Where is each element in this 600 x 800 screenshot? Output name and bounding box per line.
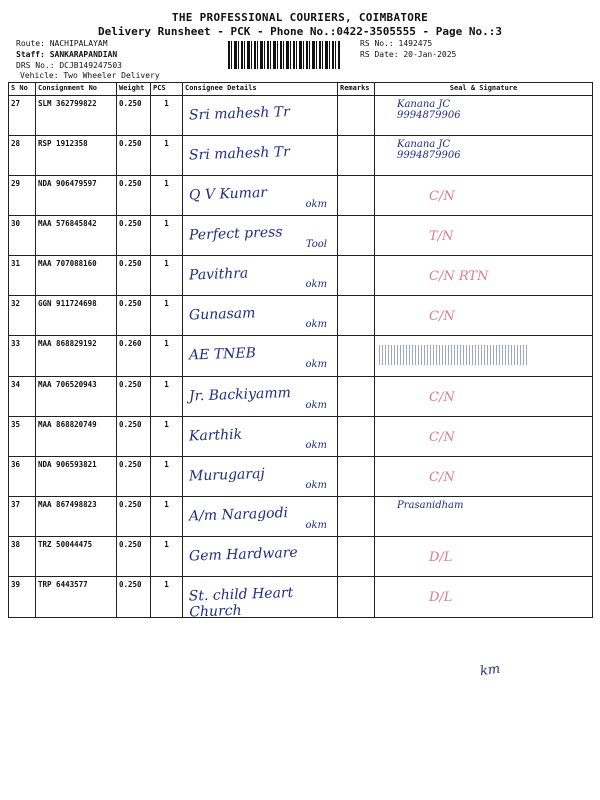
row-signature [375, 377, 593, 417]
row-remarks [338, 497, 375, 537]
consignee-note: Tool [305, 239, 327, 250]
row-pcs: 1 [151, 96, 183, 136]
row-consignment-no: MAA 868820749 [36, 417, 117, 457]
drs-label: DRS No.: DCJB149247503 [16, 61, 122, 70]
col-header-signature: Seal & Signature [375, 83, 593, 96]
row-remarks [338, 256, 375, 296]
table-header-row [9, 83, 593, 96]
delivery-mark: D/L [429, 550, 453, 565]
row-weight: 0.260 [117, 336, 151, 377]
table-row [9, 336, 593, 377]
row-consignment-no: SLM 362799822 [36, 96, 117, 136]
consignee-note: okm [305, 359, 327, 370]
row-weight: 0.250 [117, 216, 151, 256]
delivery-mark: C/N [429, 309, 455, 324]
row-weight: 0.250 [117, 256, 151, 296]
row-signature [375, 577, 593, 618]
row-pcs: 1 [151, 136, 183, 176]
barcode [228, 41, 340, 69]
row-remarks [338, 417, 375, 457]
row-pcs: 1 [151, 377, 183, 417]
row-weight: 0.250 [117, 136, 151, 176]
route-label: Route: NACHIPALAYAM [16, 39, 108, 48]
row-consignment-no: NDA 906593821 [36, 457, 117, 497]
row-pcs: 1 [151, 336, 183, 377]
row-consignee [183, 216, 338, 256]
row-consignment-no: MAA 868829192 [36, 336, 117, 377]
row-consignee [183, 577, 338, 621]
row-consignment-no: MAA 576845842 [36, 216, 117, 256]
runsheet-table [8, 82, 593, 621]
row-consignment-no: TRP 6443577 [36, 577, 117, 618]
row-sno: 30 [9, 216, 36, 256]
row-remarks [338, 296, 375, 336]
consignee-note: okm [305, 400, 327, 411]
row-consignee [183, 377, 338, 417]
row-sno: 33 [9, 336, 36, 377]
row-pcs: 1 [151, 176, 183, 216]
row-sno: 38 [9, 537, 36, 577]
row-pcs: 1 [151, 256, 183, 296]
col-header-consignment: Consignment No [36, 83, 117, 96]
signature-phone: 9994879906 [397, 110, 461, 121]
row-signature [375, 497, 593, 537]
row-signature [375, 216, 593, 256]
consignee-note: okm [305, 440, 327, 451]
row-signature [375, 457, 593, 497]
row-weight: 0.250 [117, 577, 151, 618]
row-weight: 0.250 [117, 537, 151, 577]
row-consignee [183, 497, 338, 537]
row-signature [375, 256, 593, 296]
table-row [9, 377, 593, 417]
row-pcs: 1 [151, 497, 183, 537]
row-consignment-no: NDA 906479597 [36, 176, 117, 216]
signature-name: Kanana JC [397, 99, 451, 110]
footer-initials: km [479, 661, 502, 680]
runsheet-subtitle: Delivery Runsheet - PCK - Phone No.:0422-3505555 - Page No.:3 [98, 25, 502, 38]
col-header-sno: S No [9, 83, 36, 96]
row-remarks [338, 176, 375, 216]
vehicle-label: Vehicle: Two Wheeler Delivery [20, 71, 160, 80]
table-row [9, 256, 593, 296]
seal-stamp [379, 345, 529, 365]
signature-name: Prasanidham [397, 500, 464, 511]
row-pcs: 1 [151, 216, 183, 256]
row-pcs: 1 [151, 296, 183, 336]
row-remarks [338, 577, 375, 618]
consignee-note: okm [305, 199, 327, 210]
row-weight: 0.250 [117, 377, 151, 417]
table-row [9, 136, 593, 176]
consignee-handwriting: Gem Hardware [188, 544, 298, 565]
row-signature [375, 176, 593, 216]
rs-date: RS Date: 20-Jan-2025 [360, 50, 457, 59]
table-row [9, 296, 593, 336]
row-signature [375, 96, 593, 136]
row-signature [375, 336, 593, 377]
row-remarks [338, 457, 375, 497]
consignee-handwriting: Pavithra [188, 265, 249, 284]
delivery-mark: T/N [429, 229, 454, 244]
row-remarks [338, 136, 375, 176]
col-header-consignee: Consignee Details [183, 83, 338, 96]
row-consignment-no: RSP 1912358 [36, 136, 117, 176]
row-sno: 37 [9, 497, 36, 537]
table-row [9, 457, 593, 497]
row-signature [375, 296, 593, 336]
row-consignment-no: MAA 707088160 [36, 256, 117, 296]
delivery-mark: C/N RTN [429, 269, 489, 284]
consignee-handwriting: Murugaraj [188, 465, 266, 485]
row-consignee [183, 136, 338, 176]
row-pcs: 1 [151, 457, 183, 497]
col-header-weight: Weight [117, 83, 151, 96]
consignee-handwriting: Sri mahesh Tr [188, 144, 291, 164]
table-row [9, 537, 593, 577]
row-sno: 36 [9, 457, 36, 497]
consignee-handwriting: St. child Heart Church [188, 584, 294, 621]
delivery-mark: C/N [429, 189, 455, 204]
row-weight: 0.250 [117, 417, 151, 457]
col-header-remarks: Remarks [338, 83, 375, 96]
row-remarks [338, 377, 375, 417]
row-consignee [183, 537, 338, 577]
table-row [9, 577, 593, 618]
row-pcs: 1 [151, 577, 183, 618]
delivery-mark: D/L [429, 590, 453, 605]
consignee-handwriting: Sri mahesh Tr [188, 104, 291, 124]
row-sno: 28 [9, 136, 36, 176]
delivery-mark: C/N [429, 430, 455, 445]
row-consignment-no: GGN 911724698 [36, 296, 117, 336]
row-signature [375, 417, 593, 457]
consignee-handwriting: Karthik [188, 426, 243, 445]
row-remarks [338, 537, 375, 577]
table-row [9, 417, 593, 457]
row-consignment-no: TRZ 50044475 [36, 537, 117, 577]
consignee-handwriting: Perfect press [188, 224, 283, 244]
table-row [9, 497, 593, 537]
table-row [9, 216, 593, 256]
delivery-mark: C/N [429, 470, 455, 485]
consignee-handwriting: Gunasam [188, 305, 256, 324]
row-consignee [183, 457, 338, 497]
row-consignee [183, 336, 338, 377]
row-sno: 35 [9, 417, 36, 457]
signature-phone: 9994879906 [397, 150, 461, 161]
row-sno: 34 [9, 377, 36, 417]
row-pcs: 1 [151, 417, 183, 457]
row-consignee [183, 296, 338, 336]
rs-number: RS No.: 1492475 [360, 39, 433, 48]
row-sno: 39 [9, 577, 36, 618]
table-row [9, 96, 593, 136]
delivery-mark: C/N [429, 390, 455, 405]
row-consignment-no: MAA 706520943 [36, 377, 117, 417]
row-consignee [183, 176, 338, 216]
row-signature [375, 537, 593, 577]
row-sno: 29 [9, 176, 36, 216]
row-sno: 27 [9, 96, 36, 136]
row-pcs: 1 [151, 537, 183, 577]
row-consignee [183, 96, 338, 136]
col-header-pcs: PCS [151, 83, 183, 96]
row-weight: 0.250 [117, 497, 151, 537]
row-weight: 0.250 [117, 176, 151, 216]
row-weight: 0.250 [117, 457, 151, 497]
row-consignment-no: MAA 867498823 [36, 497, 117, 537]
row-remarks [338, 216, 375, 256]
row-remarks [338, 96, 375, 136]
row-sno: 31 [9, 256, 36, 296]
row-consignee [183, 256, 338, 296]
row-signature [375, 136, 593, 176]
signature-name: Kanana JC [397, 139, 451, 150]
row-remarks [338, 336, 375, 377]
row-weight: 0.250 [117, 296, 151, 336]
row-sno: 32 [9, 296, 36, 336]
table-row [9, 176, 593, 216]
consignee-handwriting: AE TNEB [188, 345, 257, 364]
consignee-note: okm [305, 319, 327, 330]
row-weight: 0.250 [117, 96, 151, 136]
consignee-note: okm [305, 520, 327, 531]
consignee-handwriting: Jr. Backiyamm [188, 384, 292, 405]
consignee-handwriting: A/m Naragodi [188, 505, 289, 525]
staff-label: Staff: SANKARAPANDIAN [16, 50, 118, 59]
document-title: THE PROFESSIONAL COURIERS, COIMBATORE [171, 11, 429, 24]
consignee-handwriting: Q V Kumar [188, 184, 268, 204]
row-consignee [183, 417, 338, 457]
consignee-note: okm [305, 480, 327, 491]
consignee-note: okm [305, 279, 327, 290]
